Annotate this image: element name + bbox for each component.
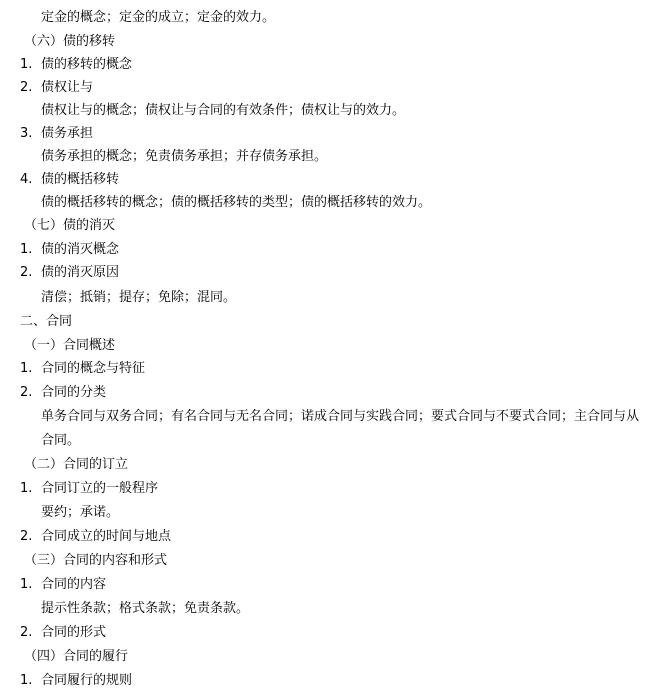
paragraph-text: 债务承担的概念；免责债务承担；并存债务承担。 — [41, 149, 328, 164]
numbered-item — [20, 481, 158, 497]
numbered-item — [20, 80, 93, 96]
numbered-item — [20, 126, 93, 142]
item-text: 债权让与 — [41, 80, 94, 95]
numbered-item — [20, 242, 119, 258]
subsection-heading: （六）债的移转 — [24, 34, 116, 49]
item-number: 1. — [20, 577, 33, 592]
item-text: 合同的内容 — [41, 577, 107, 592]
numbered-item — [20, 385, 106, 401]
item-text: 债务承担 — [41, 126, 94, 141]
item-number: 1. — [20, 481, 33, 496]
numbered-item — [20, 361, 145, 377]
subsection-heading: （一）合同概述 — [24, 338, 116, 353]
numbered-item — [20, 529, 171, 545]
item-text: 债的概括移转 — [41, 172, 120, 187]
item-number: 1. — [20, 57, 33, 72]
item-number: 4. — [20, 172, 33, 187]
item-number: 2. — [20, 385, 33, 400]
item-number: 2. — [20, 529, 33, 544]
item-number: 2. — [20, 625, 33, 640]
item-number: 1. — [20, 242, 33, 257]
item-text: 债的消灭原因 — [41, 265, 120, 280]
numbered-item — [20, 673, 132, 689]
item-text: 合同履行的规则 — [41, 673, 133, 688]
item-number: 1. — [20, 673, 33, 688]
paragraph-text: 要约；承诺。 — [41, 505, 120, 520]
item-number: 1. — [20, 361, 33, 376]
item-number: 3. — [20, 126, 33, 141]
numbered-item — [20, 265, 119, 281]
item-text: 债的消灭概念 — [41, 242, 120, 257]
paragraph-text: 债权让与的概念；债权让与合同的有效条件；债权让与的效力。 — [41, 103, 406, 118]
subsection-heading: （四）合同的履行 — [24, 649, 129, 664]
numbered-item — [20, 625, 106, 641]
paragraph-text: 清偿；抵销；提存；免除；混同。 — [41, 290, 237, 305]
item-text: 合同的概念与特征 — [41, 361, 146, 376]
paragraph-text: 单务合同与双务合同；有名合同与无名合同；诺成合同与实践合同；要式合同与不要式合同；主合同与从合同。 — [41, 409, 640, 448]
subsection-heading: （三）合同的内容和形式 — [24, 553, 168, 568]
numbered-item — [20, 57, 132, 73]
item-text: 债的移转的概念 — [41, 57, 133, 72]
item-text: 合同订立的一般程序 — [41, 481, 159, 496]
subsection-heading: （二）合同的订立 — [24, 457, 129, 472]
item-number: 2. — [20, 265, 33, 280]
numbered-item — [20, 577, 106, 593]
item-number: 2. — [20, 80, 33, 95]
section-heading: 二、合同 — [20, 314, 73, 329]
paragraph-text: 提示性条款；格式条款；免责条款。 — [41, 601, 250, 616]
numbered-item — [20, 172, 119, 188]
item-text: 合同的分类 — [41, 385, 107, 400]
paragraph-text: 债的概括移转的概念；债的概括移转的类型；债的概括移转的效力。 — [41, 195, 432, 210]
item-text: 合同成立的时间与地点 — [41, 529, 172, 544]
item-text: 合同的形式 — [41, 625, 107, 640]
paragraph-text: 定金的概念；定金的成立；定金的效力。 — [41, 10, 276, 25]
subsection-heading: （七）债的消灭 — [24, 218, 116, 233]
